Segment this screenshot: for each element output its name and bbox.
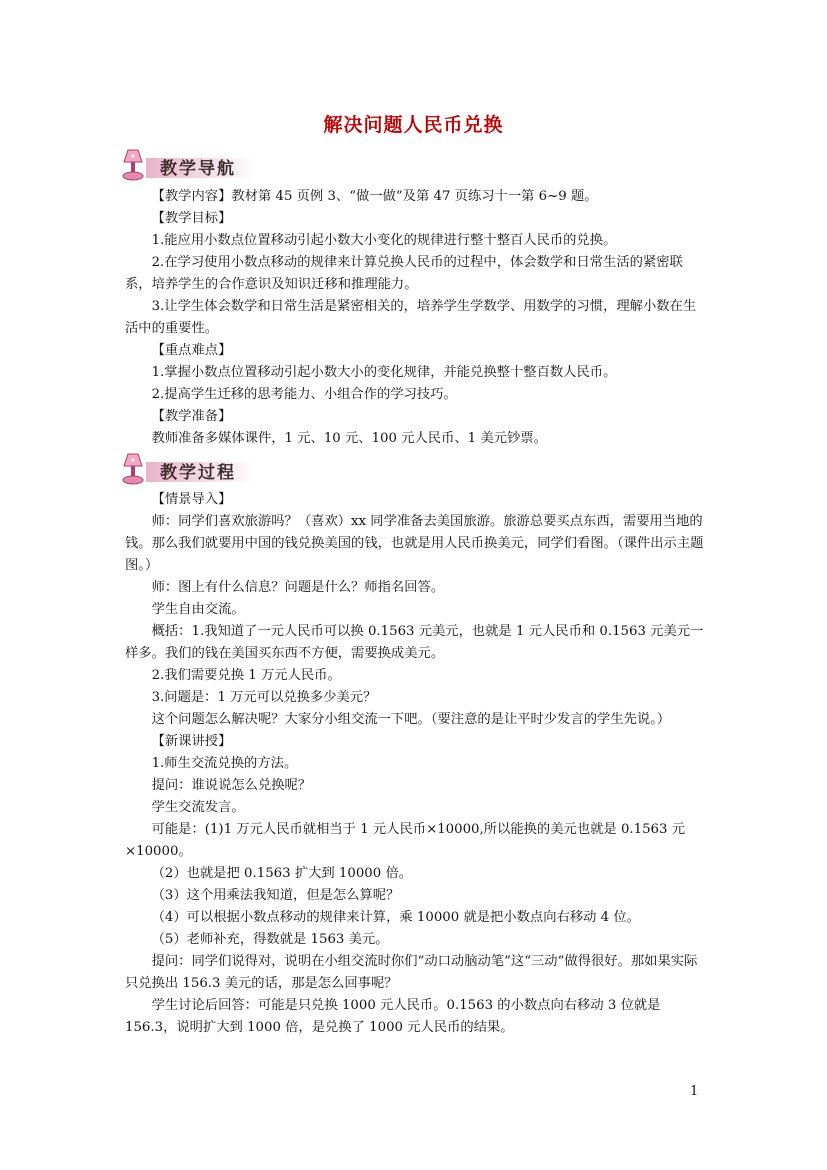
page-number: 1	[690, 1084, 699, 1099]
banner-label-guide: 教学导航	[160, 159, 236, 179]
section-process-content	[125, 489, 705, 1039]
paragraph: 1.能应用小数点位置移动引起小数大小变化的规律进行整十整百人民币的兑换。	[151, 233, 617, 248]
paragraph: 2.提高学生迁移的思考能力、小组合作的学习技巧。	[151, 387, 457, 402]
banner-label-process: 教学过程	[160, 463, 236, 483]
paragraph: （3）这个用乘法我知道，但是怎么算呢？	[151, 888, 400, 903]
section-banner-guide	[118, 148, 258, 182]
paragraph: 学生交流发言。	[151, 800, 245, 815]
paragraph: （2）也就是把 0.1563 扩大到 10000 倍。	[151, 866, 413, 881]
paragraph: 【教学目标】	[151, 211, 232, 226]
paragraph: 师：图上有什么信息？问题是什么？师指名回答。	[151, 580, 445, 595]
paragraph: 【新课讲授】	[151, 734, 232, 749]
paragraph: 学生讨论后回答：可能是只兑换 1000 元人民币。0.1563 的小数点向右移动 3 位就是 156.3，说明扩大到 1000 倍，是兑换了 1000 元人民币的结果。	[125, 998, 661, 1035]
paragraph: 【教学内容】教材第 45 页例 3、“做一做”及第 47 页练习十一第 6~9 题。	[151, 189, 598, 204]
paragraph: 2.我们需要兑换 1 万元人民币。	[151, 668, 341, 683]
paragraph: 提问：同学们说得对，说明在小组交流时你们“动口动脑动笔”这“三动”做得很好。那如果实际只兑换出 156.3 美元的话，那是怎么回事呢？	[125, 954, 698, 991]
paragraph: 【教学准备】	[151, 409, 232, 424]
paragraph: 3.让学生体会数学和日常生活是紧密相关的，培养学生学数学、用数学的习惯，理解小数在生活中的重要性。	[125, 299, 697, 336]
paragraph: 【情景导入】	[151, 492, 232, 507]
paragraph: 师：同学们喜欢旅游吗？（喜欢）xx 同学准备去美国旅游。旅游总要买点东西，需要用当地的钱。那么我们就要用中国的钱兑换美国的钱，也就是用人民币换美元，同学们看图。（课件出示主题图。）	[125, 514, 704, 573]
paragraph: 1.掌握小数点位置移动引起小数大小的变化规律，并能兑换整十整百数人民币。	[151, 365, 617, 380]
document-title: 解决问题人民币兑换	[323, 114, 504, 136]
paragraph: 3.问题是：1 万元可以兑换多少美元？	[151, 690, 377, 705]
paragraph: 概括：1.我知道了一元人民币可以换 0.1563 元美元，也就是 1 元人民币和 0.1563 元美元一样多。我们的钱在美国买东西不方便，需要换成美元。	[125, 624, 704, 661]
paragraph: 2.在学习使用小数点移动的规律来计算兑换人民币的过程中，体会数学和日常生活的紧密联系，培养学生的合作意识及知识迁移和推理能力。	[125, 255, 683, 292]
paragraph: 【重点难点】	[151, 343, 232, 358]
paragraph: （5）老师补充，得数就是 1563 美元。	[151, 932, 389, 947]
paragraph: 教师准备多媒体课件，1 元、10 元、100 元人民币、1 美元钞票。	[151, 431, 547, 446]
section-guide-content	[125, 186, 705, 450]
section-banner-process	[118, 452, 258, 486]
paragraph: 学生自由交流。	[151, 602, 245, 617]
paragraph: 这个问题怎么解决呢？大家分小组交流一下吧。（要注意的是让平时少发言的学生先说。）	[151, 712, 671, 727]
paragraph: 提问：谁说说怎么兑换呢？	[151, 778, 312, 793]
paragraph: 可能是：(1)1 万元人民币就相当于 1 元人民币×10000,所以能换的美元也就是 0.1563 元×10000。	[125, 822, 685, 859]
paragraph: （4）可以根据小数点移动的规律来计算，乘 10000 就是把小数点向右移动 4 位。	[151, 910, 640, 925]
paragraph: 1.师生交流兑换的方法。	[151, 756, 298, 771]
